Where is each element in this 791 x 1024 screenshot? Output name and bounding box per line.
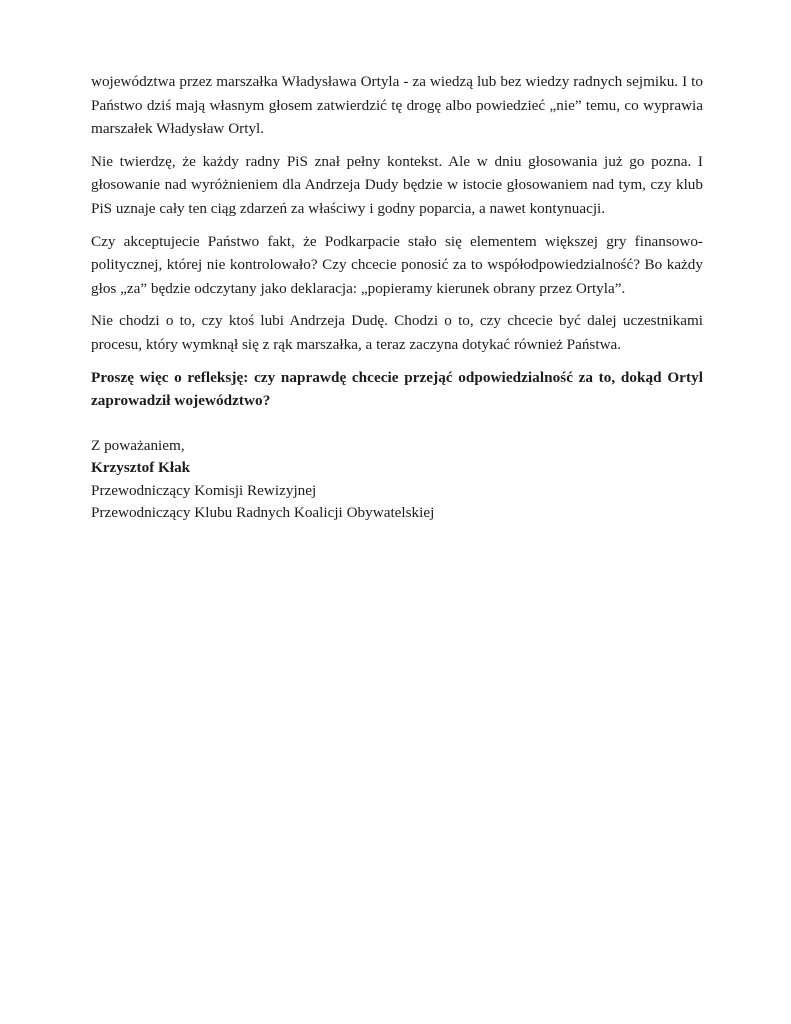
signatory-title-secondary: Przewodniczący Klubu Radnych Koalicji Obywatelskiej bbox=[91, 504, 435, 521]
body-paragraph: województwa przez marszałka Władysława Ortyla - za wiedzą lub bez wiedzy radnych sejmiku. I to Państwo dziś mają własnym głosem zatwierdzić tę drogę albo powiedzieć „nie” temu, co wyprawia marszałek Władysław Ortyl. bbox=[91, 73, 703, 138]
document-body bbox=[91, 70, 703, 457]
signature-block bbox=[91, 457, 703, 525]
body-paragraph-emphasized: Proszę więc o refleksję: czy naprawdę chcecie przejąć odpowiedzialność za to, dokąd Ortyl zaprowadził województwo? bbox=[91, 368, 703, 410]
signatory-name: Krzysztof Kłak bbox=[91, 459, 191, 476]
body-paragraph: Nie chodzi o to, czy ktoś lubi Andrzeja Dudę. Chodzi o to, czy chcecie być dalej uczestnikami procesu, który wymknął się z rąk marszałka, a teraz zaczyna dotykać również Państwa. bbox=[91, 312, 703, 353]
body-paragraph: Czy akceptujecie Państwo fakt, że Podkarpacie stało się elementem większej gry finansowo-politycznej, której nie kontrolowało? Czy chcecie ponosić za to współodpowiedzialność? Bo każdy głos „za” będzie odczytany jako deklaracja: „popieramy kierunek obrany przez Ortyla”. bbox=[91, 232, 703, 297]
closing-salutation: Z poważaniem, bbox=[91, 436, 185, 454]
signatory-title-primary: Przewodniczący Komisji Rewizyjnej bbox=[91, 481, 317, 499]
body-paragraph: Nie twierdzę, że każdy radny PiS znał pełny kontekst. Ale w dniu głosowania już go pozna. I głosowanie nad wyróżnieniem dla Andrzeja Dudy będzie w istocie głosowaniem nad tym, czy klub PiS uznaje cały ten ciąg zdarzeń za właściwy i godny poparcia, a nawet kontynuacji. bbox=[91, 152, 703, 217]
